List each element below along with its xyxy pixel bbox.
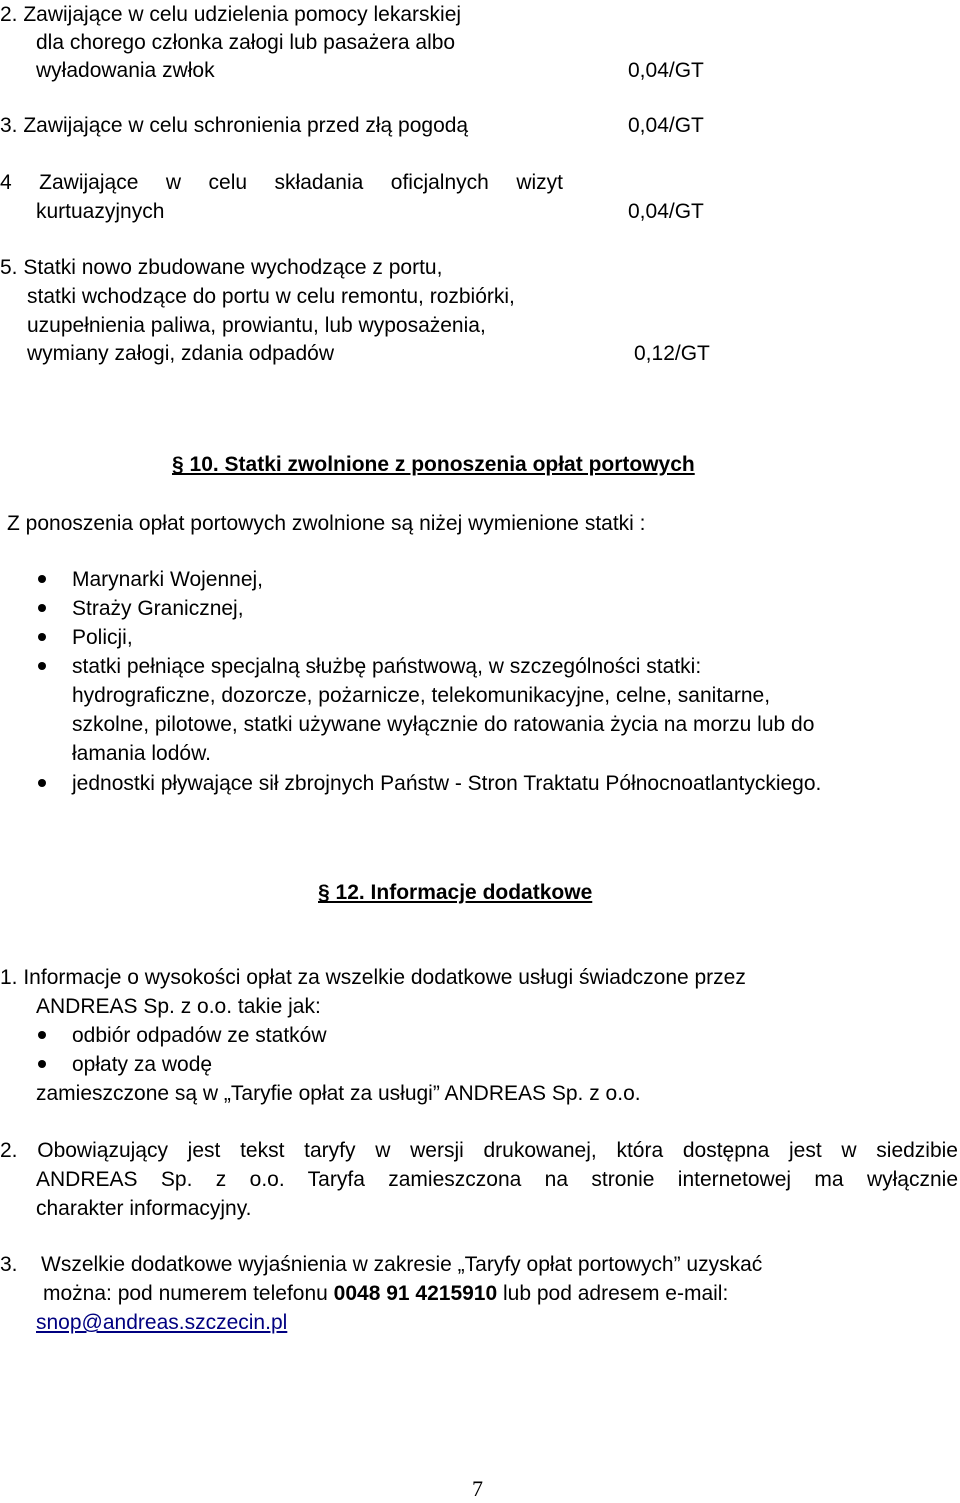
fee-item-5-rate: 0,12/GT <box>634 342 710 365</box>
exempt-item-state-service-line4: łamania lodów. <box>72 742 211 765</box>
info-1-line3: zamieszczone są w „Taryfie opłat za usługi” ANDREAS Sp. z o.o. <box>36 1082 641 1105</box>
section-12-heading: § 12. Informacje dodatkowe <box>318 881 593 904</box>
info-3-line2-suffix: lub pod adresem e-mail: <box>497 1282 729 1305</box>
info-1-line1: 1. Informacje o wysokości opłat za wszelkie dodatkowe usługi świadczone przez <box>0 966 746 989</box>
bullet-icon <box>38 1031 46 1039</box>
bullet-icon <box>38 575 46 583</box>
section-10-intro: Z ponoszenia opłat portowych zwolnione są niżej wymienione statki : <box>7 512 646 535</box>
bullet-icon <box>38 604 46 612</box>
info-1-bullet-waste: odbiór odpadów ze statków <box>72 1024 327 1047</box>
section-10-heading: § 10. Statki zwolnione z ponoszenia opłat portowych <box>172 453 695 476</box>
exempt-item-navy: Marynarki Wojennej, <box>72 568 264 591</box>
exempt-item-state-service-line1: statki pełniące specjalną służbę państwową, w szczególności statki: <box>72 655 702 678</box>
fee-item-5-line2: statki wchodzące do portu w celu remontu, rozbiórki, <box>27 285 515 308</box>
exempt-item-police: Policji, <box>72 626 133 649</box>
info-1-line2: ANDREAS Sp. z o.o. takie jak: <box>36 995 321 1018</box>
info-2-line1: 2. Obowiązujący jest tekst taryfy w wersji drukowanej, która dostępna jest w siedzibie <box>0 1139 958 1162</box>
info-2-line3: charakter informacyjny. <box>36 1197 252 1220</box>
info-3-line1: Wszelkie dodatkowe wyjaśnienia w zakresie „Taryfy opłat portowych” uzyskać <box>41 1253 763 1276</box>
bullet-icon <box>38 779 46 787</box>
exempt-item-border-guard: Straży Granicznej, <box>72 597 244 620</box>
fee-item-4-line2: kurtuazyjnych <box>36 200 165 223</box>
exempt-item-state-service-line2: hydrograficzne, dozorcze, pożarnicze, telekomunikacyjne, celne, sanitarne, <box>72 684 771 707</box>
fee-item-2-line1: 2. Zawijające w celu udzielenia pomocy lekarskiej <box>0 3 462 26</box>
bullet-icon <box>38 633 46 641</box>
fee-item-4-line1: 4 Zawijające w celu składania oficjalnych wizyt <box>0 171 563 194</box>
fee-item-2-line3: wyładowania zwłok <box>36 59 215 82</box>
phone-number: 0048 91 4215910 <box>333 1282 498 1305</box>
fee-item-2-line2: dla chorego członka załogi lub pasażera albo <box>36 31 456 54</box>
bullet-icon <box>38 1060 46 1068</box>
info-3-email-line <box>36 1308 287 1337</box>
bullet-icon <box>38 662 46 670</box>
info-3-line2-prefix: można: pod numerem telefonu <box>43 1282 334 1305</box>
page-number: 7 <box>472 1476 483 1501</box>
fee-item-4-rate: 0,04/GT <box>628 200 704 223</box>
fee-item-5-line1: 5. Statki nowo zbudowane wychodzące z portu, <box>0 256 443 279</box>
exempt-item-state-service-line3: szkolne, pilotowe, statki używane wyłącznie do ratowania życia na morzu lub do <box>72 713 815 736</box>
fee-item-5-line3: uzupełnienia paliwa, prowiantu, lub wyposażenia, <box>27 314 486 337</box>
fee-item-2-rate: 0,04/GT <box>628 59 704 82</box>
exempt-item-nato: jednostki pływające sił zbrojnych Państw - Stron Traktatu Północnoatlantyckiego. <box>72 772 822 795</box>
info-3-number: 3. <box>0 1253 18 1276</box>
info-3-line2 <box>43 1279 958 1308</box>
fee-item-5-line4: wymiany załogi, zdania odpadów <box>27 342 335 365</box>
email-link[interactable]: snop@andreas.szczecin.pl <box>36 1311 288 1334</box>
info-2-line2: ANDREAS Sp. z o.o. Taryfa zamieszczona na stronie internetowej ma wyłącznie <box>36 1168 958 1191</box>
fee-item-3-line1: 3. Zawijające w celu schronienia przed złą pogodą <box>0 114 469 137</box>
fee-item-3-rate: 0,04/GT <box>628 114 704 137</box>
info-1-bullet-water: opłaty za wodę <box>72 1053 213 1076</box>
